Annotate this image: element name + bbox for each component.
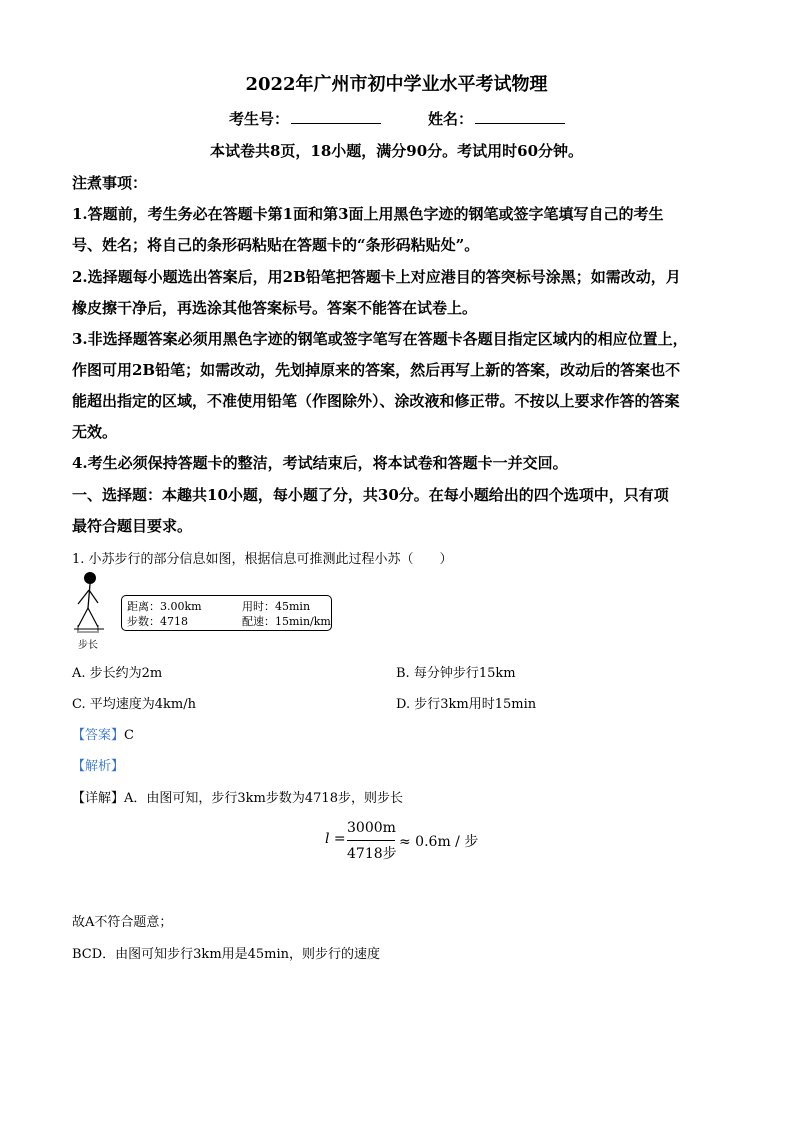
fraction-bar <box>347 840 395 841</box>
formula-denominator: 4718步 <box>347 846 397 862</box>
option-b: B. 每分钟步行15km <box>396 666 516 681</box>
answer-value: C <box>124 728 134 743</box>
detail-tag: 【详解】 <box>72 791 125 806</box>
notes-line: 橡皮擦干净后，再选涂其他答案标号。答案不能答在试卷上。 <box>72 299 478 317</box>
pace-text: 配速：15min/km <box>242 615 331 628</box>
conclusion-a: 故A不符合题意； <box>72 915 173 930</box>
option-d: D. 步行3km用时15min <box>396 697 537 712</box>
option-c: C. 平均速度为4km/h <box>72 697 196 712</box>
page-title: 2022年广州市初中学业水平考试物理 <box>245 74 548 95</box>
exam-number-field <box>229 108 381 129</box>
notes-line: 2.选择题每小题选出答案后，用2B铅笔把答题卡上对应港目的答突标号涂黑；如需改动，月 <box>72 268 681 286</box>
name-blank <box>475 111 565 124</box>
exam-number-label: 考生号： <box>229 110 290 128</box>
answer-tag: 【答案】 <box>72 728 125 743</box>
section-heading: 一、选择题：本趣共10小题，每小题了分，共30分。在每小题给出的四个选项中，只有项 <box>72 486 669 504</box>
analysis-tag: 【解析】 <box>72 759 125 774</box>
distance-text: 距离：3.00km <box>127 600 202 613</box>
notes-line: 号、姓名；将自己的条形码粘贴在答题卡的“条形码粘贴处”。 <box>72 236 480 254</box>
notes-line: 作图可用2B铅笔；如需改动，先划掉原来的答案，然后再写上新的答案，改动后的答案也不 <box>72 361 681 379</box>
notes-line: 4.考生必须保持答题卡的整洁，考试结束后，将本试卷和答题卡一并交回。 <box>72 454 568 472</box>
answer-line <box>72 724 134 743</box>
formula-rhs: ≈ 0.6m / 步 <box>399 834 479 850</box>
notes-line: 能超出指定的区域，不准使用铅笔（作图除外）、涂改液和修正带。不按以上要求作答的答案 <box>72 392 680 410</box>
exam-summary: 本试卷共8页，18小题，满分90分。考试用时60分钟。 <box>209 142 584 160</box>
detail-text: A．由图可知，步行3km步数为4718步，则步长 <box>124 791 403 806</box>
formula-lhs: l = <box>325 831 346 847</box>
option-a: A. 步长约为2m <box>72 666 163 681</box>
walking-info-box <box>121 595 332 631</box>
formula-numerator: 3000m <box>347 820 396 836</box>
notes-line: 3.非选择题答案必须用黑色字迹的钢笔或签字笔写在答题卡各题目指定区域内的相应位置上， <box>72 330 688 348</box>
steps-text: 步数：4718 <box>127 615 188 628</box>
explanation-bcd: BCD．由图可知步行3km用是45min，则步行的速度 <box>72 947 381 962</box>
notes-heading: 注煮事项： <box>72 174 148 192</box>
question-stem: 1. 小苏步行的部分信息如图，根据信息可推测此过程小苏（ ） <box>72 552 453 567</box>
name-field <box>428 108 565 129</box>
notes-line: 1.答题前，考生务必在答题卡第1面和第3面上用黑色字迹的钢笔或签字笔填写自己的考生 <box>72 205 664 223</box>
name-label: 姓名： <box>428 110 474 128</box>
exam-number-blank <box>291 111 381 124</box>
stride-label: 步长 <box>78 640 98 651</box>
notes-line: 无效。 <box>72 423 118 441</box>
detail-line <box>72 787 403 806</box>
time-text: 用时：45min <box>242 600 311 613</box>
section-heading-cont: 最符合题目要求。 <box>72 517 193 535</box>
